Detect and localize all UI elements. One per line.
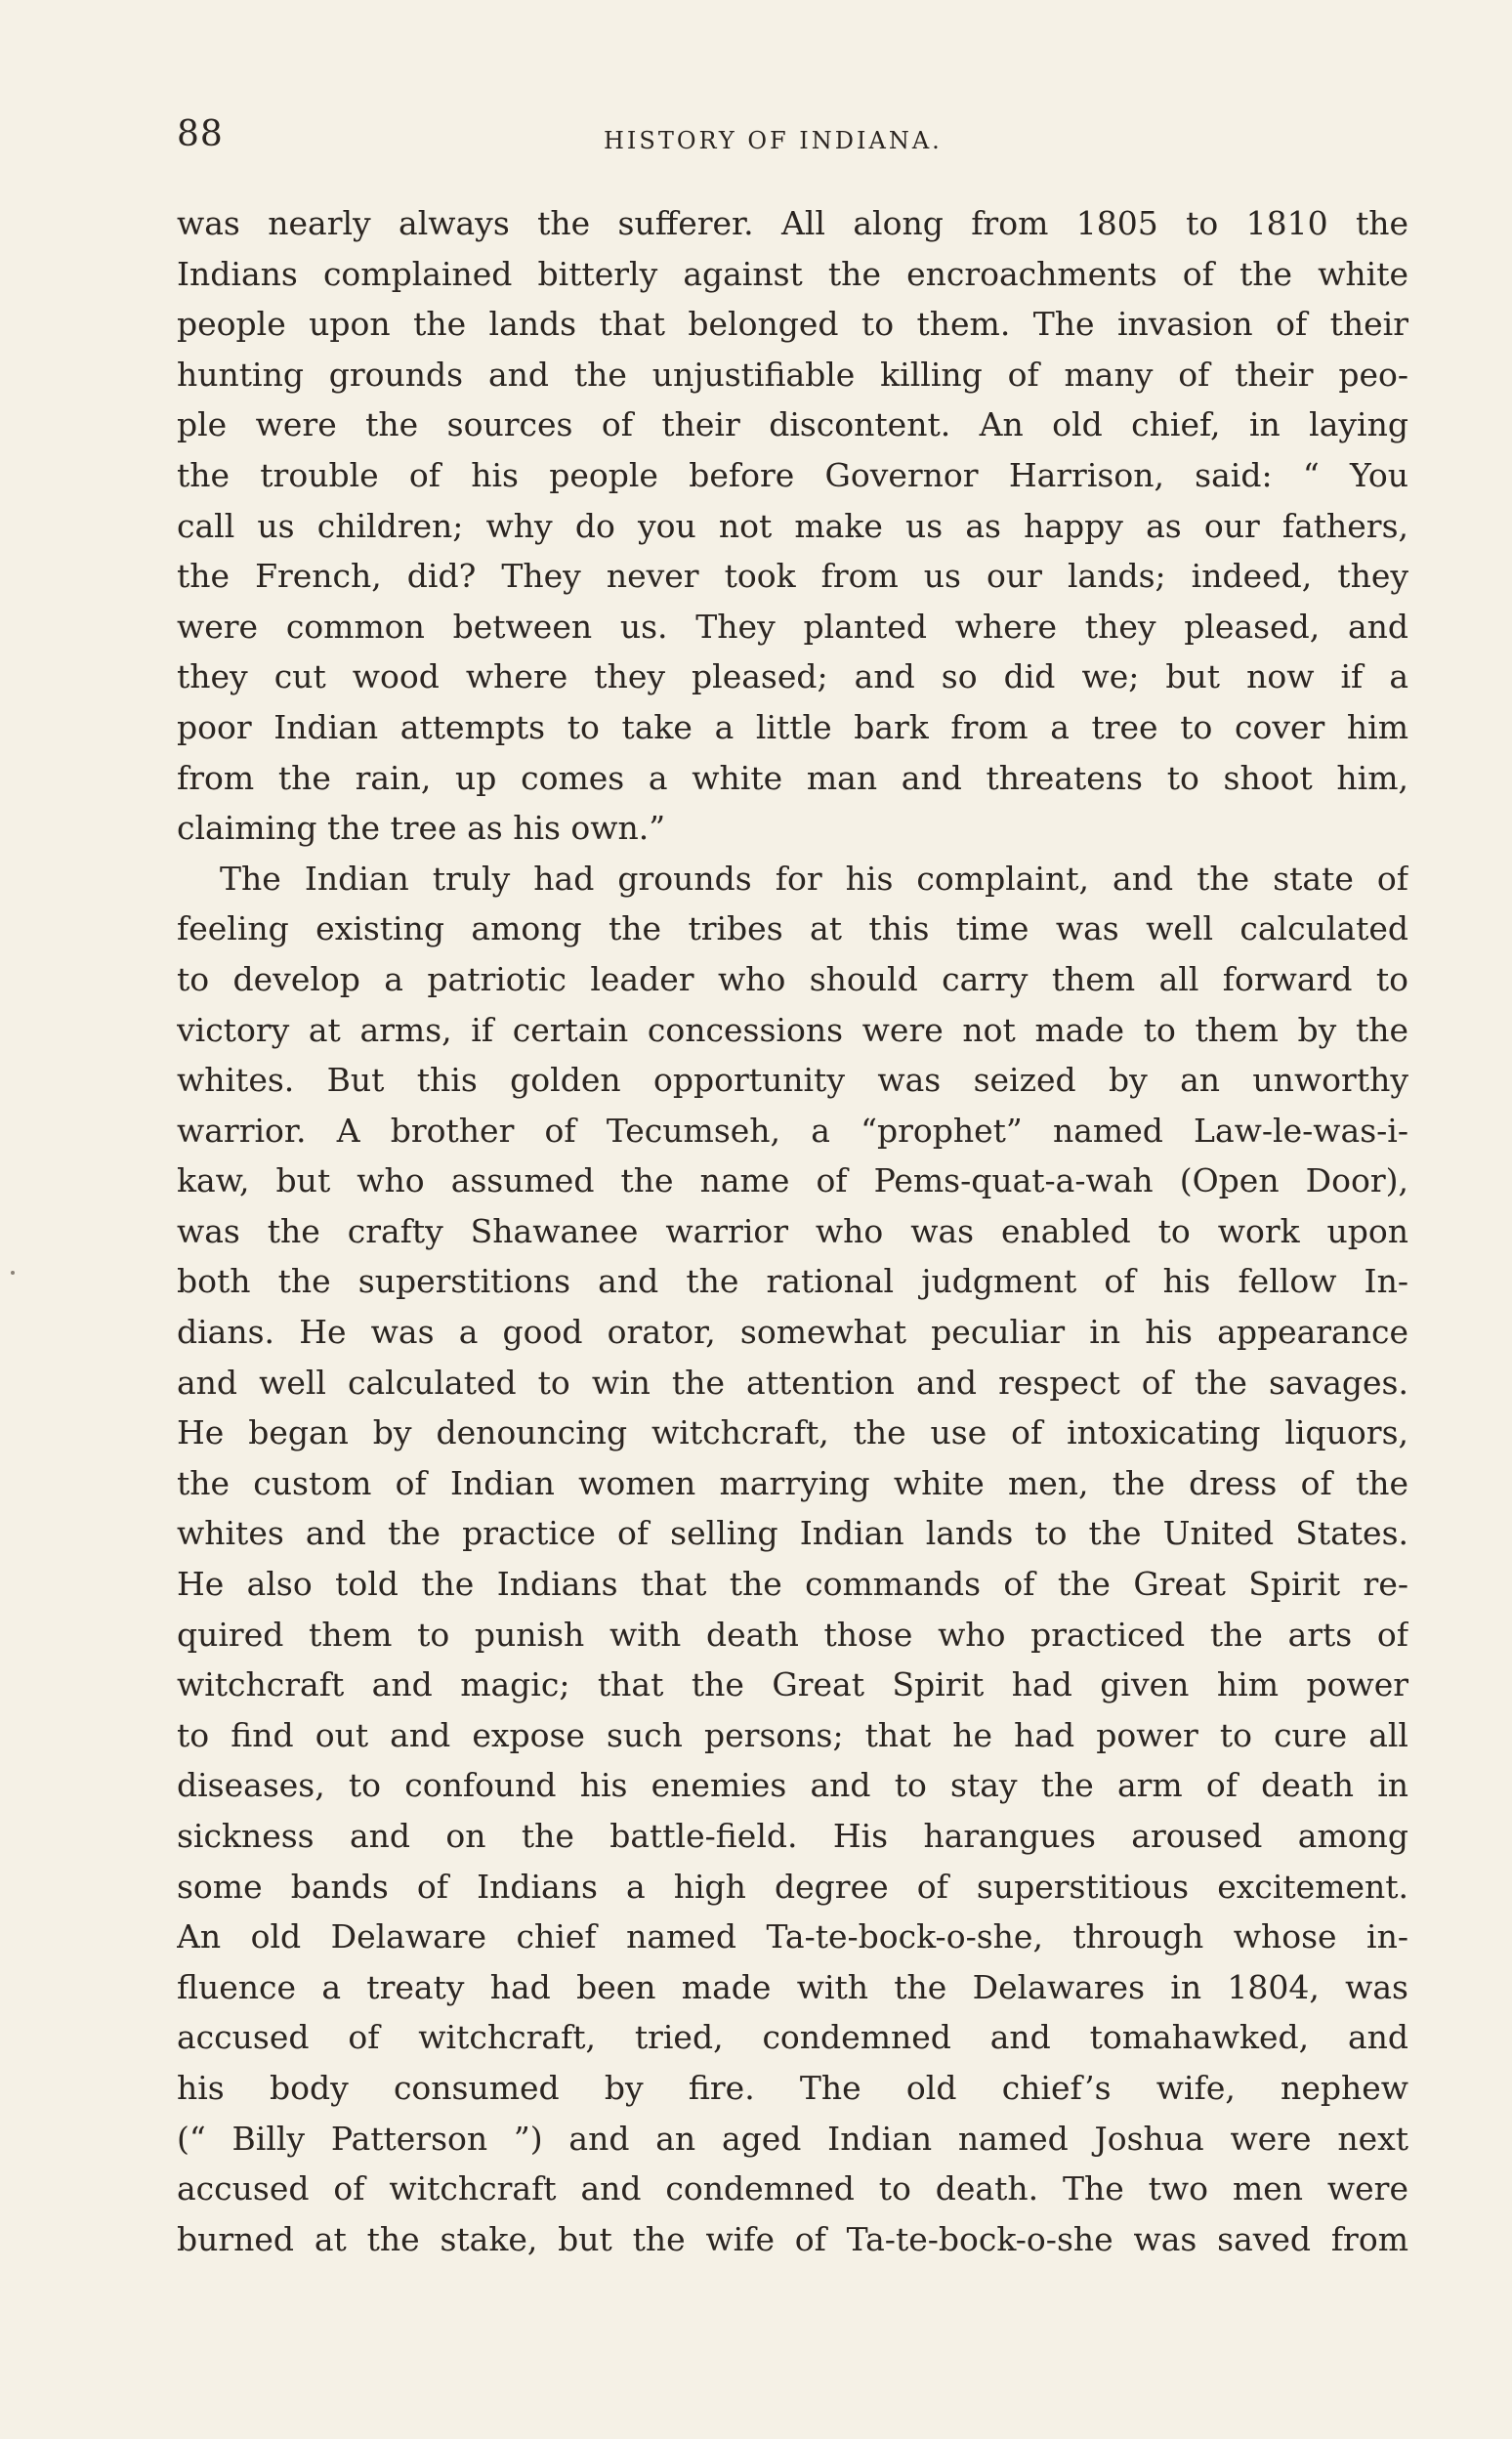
text-line: fluence a treaty had been made with the Delawares in 1804, was (177, 1967, 1408, 2006)
paper-speck (11, 1271, 15, 1275)
text-line: (“ Billy Patterson ”) and an aged Indian named Joshua were next (177, 2119, 1408, 2158)
text-line: from the rain, up comes a white man and threatens to shoot him, (177, 758, 1408, 797)
text-line: hunting grounds and the unjustifiable killing of many of their peo- (177, 355, 1408, 394)
body-text (177, 198, 1408, 2264)
text-line: the trouble of his people before Governor Harrison, said: “ You (177, 455, 1408, 494)
text-line: they cut wood where they pleased; and so did we; but now if a (177, 657, 1408, 696)
text-line: claiming the tree as his own.” (177, 809, 666, 848)
running-title: HISTORY OF INDIANA. (604, 127, 943, 154)
text-line: whites and the practice of selling Indian lands to the United States. (177, 1514, 1408, 1553)
text-line: the French, did? They never took from us our lands; indeed, they (177, 557, 1408, 596)
text-line: some bands of Indians a high degree of superstitious excitement. (177, 1867, 1408, 1906)
text-line: to develop a patriotic leader who should carry them all forward to (177, 959, 1408, 998)
text-line: accused of witchcraft, tried, condemned and tomahawked, and (177, 2018, 1408, 2057)
text-line: and well calculated to win the attention and respect of the savages. (177, 1363, 1408, 1402)
text-line: He began by denouncing witchcraft, the use of intoxicating liquors, (177, 1413, 1408, 1452)
text-line: He also told the Indians that the commands of the Great Spirit re- (177, 1565, 1408, 1604)
text-line: ple were the sources of their discontent. An old chief, in laying (177, 405, 1408, 444)
text-line: victory at arms, if certain concessions were not made to them by the (177, 1010, 1408, 1049)
text-line: An old Delaware chief named Ta-te-bock-o-she, through whose in- (177, 1917, 1408, 1956)
text-line: dians. He was a good orator, somewhat peculiar in his appearance (177, 1313, 1408, 1352)
text-line: Indians complained bitterly against the encroachments of the white (177, 254, 1408, 293)
text-line: quired them to punish with death those who practiced the arts of (177, 1615, 1408, 1654)
text-line: poor Indian attempts to take a little bark from a tree to cover him (177, 707, 1408, 746)
text-line: was the crafty Shawanee warrior who was enabled to work upon (177, 1211, 1408, 1250)
text-line: kaw, but who assumed the name of Pems-quat-a-wah (Open Door), (177, 1161, 1408, 1200)
text-line: call us children; why do you not make us as happy as our fathers, (177, 506, 1408, 545)
text-line: whites. But this golden opportunity was seized by an unworthy (177, 1061, 1408, 1100)
text-line: warrior. A brother of Tecumseh, a “prophet” named Law-le-was-i- (177, 1111, 1408, 1150)
text-line: were common between us. They planted where they pleased, and (177, 607, 1408, 646)
text-line: his body consumed by fire. The old chief’s wife, nephew (177, 2068, 1408, 2107)
page-number: 88 (177, 114, 224, 154)
text-line: sickness and on the battle-field. His harangues aroused among (177, 1817, 1408, 1855)
text-line: people upon the lands that belonged to them. The invasion of their (177, 305, 1408, 344)
text-line: witchcraft and magic; that the Great Spirit had given him power (177, 1665, 1408, 1704)
text-line: diseases, to confound his enemies and to stay the arm of death in (177, 1766, 1408, 1805)
text-line: the custom of Indian women marrying white men, the dress of the (177, 1463, 1408, 1502)
text-line: was nearly always the sufferer. All along from 1805 to 1810 the (177, 204, 1408, 242)
text-line: The Indian truly had grounds for his complaint, and the state of (220, 859, 1408, 898)
text-line: burned at the stake, but the wife of Ta-te-bock-o-she was saved from (177, 2219, 1408, 2258)
text-line: to find out and expose such persons; that he had power to cure all (177, 1715, 1408, 1754)
text-line: both the superstitions and the rational judgment of his fellow In- (177, 1262, 1408, 1301)
text-line: accused of witchcraft and condemned to death. The two men were (177, 2169, 1408, 2208)
text-line: feeling existing among the tribes at this time was well calculated (177, 909, 1408, 948)
